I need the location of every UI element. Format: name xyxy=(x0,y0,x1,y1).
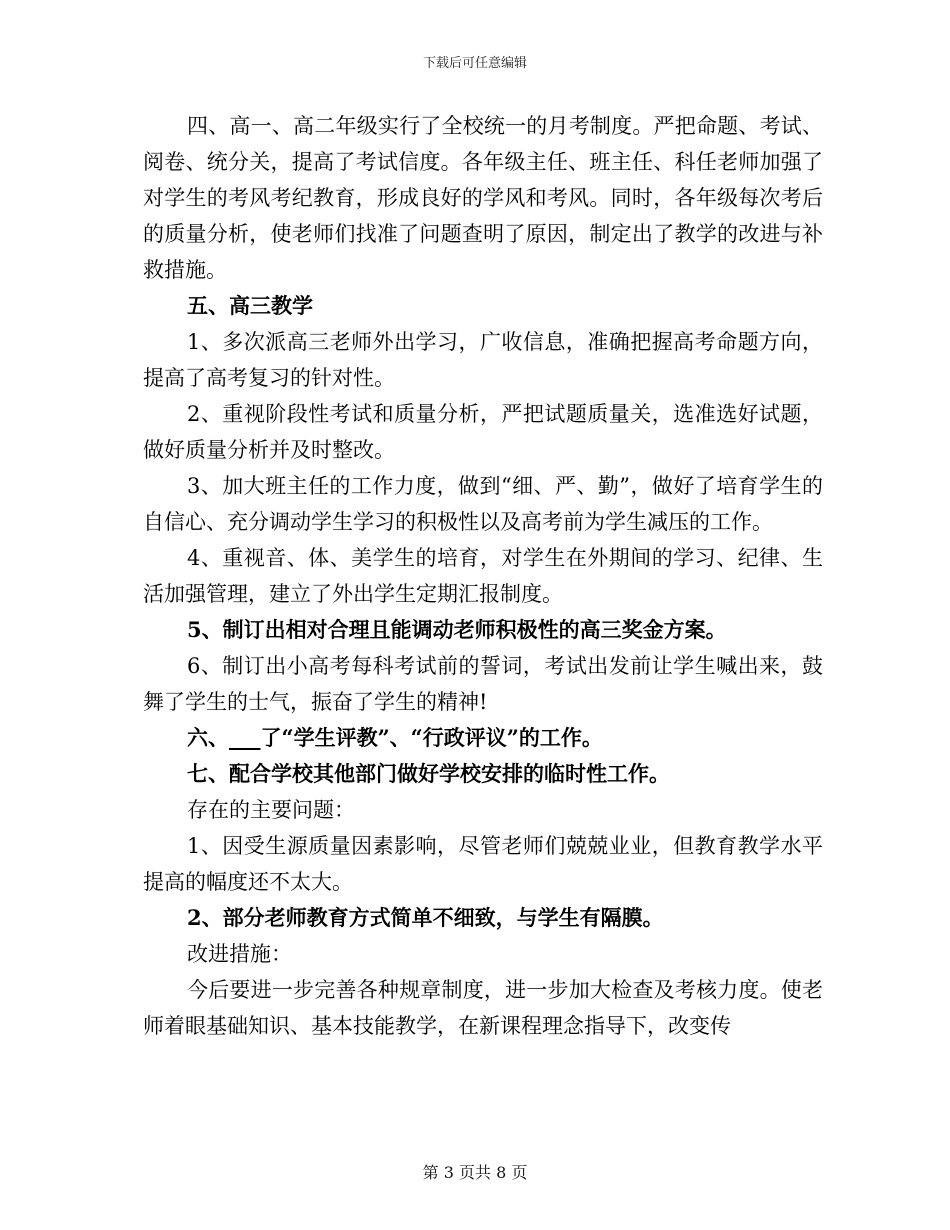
item-6-oath: 6、制订出小高考每科考试前的誓词，考试出发前让学生喊出来，鼓舞了学生的士气，振奋了学生的精神! xyxy=(143,654,823,714)
page-header: 下载后可任意编辑 xyxy=(422,56,527,71)
item-5-bonus-plan: 5、制订出相对合理且能调动老师积极性的高三奖金方案。 xyxy=(187,617,727,642)
item-2-stage-exams: 2、重视阶段性考试和质量分析，严把试题质量关，选准选好试题，做好质量分析并及时整改。 xyxy=(143,402,823,462)
heading-cooperation: 七、配合学校其他部门做好学校安排的临时性工作。 xyxy=(187,761,670,786)
item-1-study-trips: 1、多次派高三老师外出学习，广收信息，准确把握高考命题方向，提高了高考复习的针对性。 xyxy=(143,330,823,390)
problem-2: 2、部分老师教育方式简单不细致，与学生有隔膜。 xyxy=(187,905,664,930)
heading-evaluation: 六、___了“学生评教”、“行政评议”的工作。 xyxy=(187,725,603,750)
item-4-arts-students: 4、重视音、体、美学生的培育，对学生在外期间的学习、纪律、生活加强管理，建立了外出学生定期汇报制度。 xyxy=(143,546,823,606)
paragraph-monthly-exams: 四、高一、高二年级实行了全校统一的月考制度。严把命题、考试、阅卷、统分关，提高了考试信度。各年级主任、班主任、科任老师加强了对学生的考风考纪教育，形成良好的学风和考风。同时，各年级每次考后的质量分析，使老师们找准了问题查明了原因，制定出了教学的改进与补救措施。 xyxy=(143,114,823,282)
item-3-head-teachers: 3、加大班主任的工作力度，做到“细、严、勤”，做好了培育学生的自信心、充分调动学生学习的积极性以及高考前为学生减压的工作。 xyxy=(143,474,823,534)
document-body xyxy=(143,108,823,1044)
improvement-paragraph: 今后要进一步完善各种规章制度，进一步加大检查及考核力度。使老师着眼基础知识、基本技能教学，在新课程理念指导下，改变传 xyxy=(143,978,823,1038)
page-footer: 第 3 页共 8 页 xyxy=(422,1163,528,1182)
heading-senior-three: 五、高三教学 xyxy=(187,293,313,318)
heading-improvements: 改进措施： xyxy=(187,942,292,966)
problem-1: 1、因受生源质量因素影响，尽管老师们兢兢业业，但教育教学水平提高的幅度还不太大。 xyxy=(143,834,823,894)
heading-problems: 存在的主要问题： xyxy=(187,798,355,822)
